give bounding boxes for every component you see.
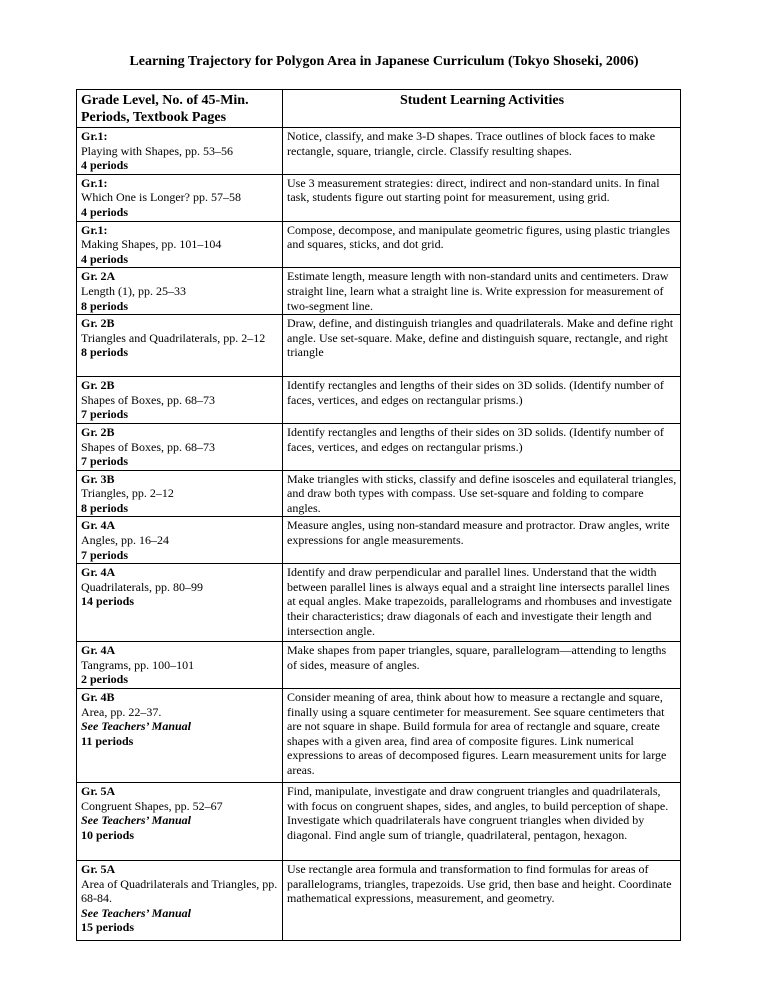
grade-cell	[77, 470, 283, 517]
unit-topic: Angles, pp. 16–24	[81, 533, 169, 548]
grade-label: Gr. 4A	[81, 643, 116, 658]
table-row	[77, 689, 681, 783]
activities-cell: Identify rectangles and lengths of their sides on 3D solids. (Identify number of faces, vertices, and edges on rectangular prisms.)	[283, 423, 681, 470]
table-row	[77, 517, 681, 564]
period-count: 8 periods	[81, 500, 129, 515]
activities-cell: Compose, decompose, and manipulate geometric figures, using plastic triangles and squares, sticks, and dot grid.	[283, 221, 681, 268]
grade-label: Gr. 4A	[81, 518, 116, 533]
table-row	[77, 423, 681, 470]
activities-cell: Use 3 measurement strategies: direct, indirect and non-standard units. In final task, students figure out starting point for measurement, using grid.	[283, 174, 681, 221]
activities-cell: Draw, define, and distinguish triangles and quadrilaterals. Make and define right angle. Use set-square. Make, define and distinguish square, rectangle, and right triangle	[283, 315, 681, 377]
grade-cell	[77, 517, 283, 564]
period-count: 14 periods	[81, 594, 135, 609]
grade-label: Gr. 3B	[81, 471, 115, 486]
activities-cell: Estimate length, measure length with non-standard units and centimeters. Draw straight line, learn what a straight line is. Write expression for measurement of two-segment line.	[283, 268, 681, 315]
grade-label: Gr.1:	[81, 175, 108, 190]
table-row	[77, 642, 681, 689]
grade-label: Gr. 2B	[81, 424, 115, 439]
grade-cell	[77, 174, 283, 221]
table-row	[77, 128, 681, 175]
period-count: 7 periods	[81, 407, 129, 422]
activities-cell: Identify rectangles and lengths of their sides on 3D solids. (Identify number of faces, vertices, and edges on rectangular prisms.)	[283, 377, 681, 424]
table-row	[77, 268, 681, 315]
grade-label: Gr. 2B	[81, 316, 115, 331]
grade-cell	[77, 689, 283, 783]
unit-topic: Tangrams, pp. 100–101	[81, 657, 195, 672]
grade-label: Gr. 5A	[81, 862, 116, 877]
activities-cell: Use rectangle area formula and transformation to find formulas for areas of parallelograms, triangles, trapezoids. Use grid, then base and height. Coordinate mathematical expressions, measurement, and geometry.	[283, 861, 681, 941]
activities-cell: Make triangles with sticks, classify and define isosceles and equilateral triangles, and draw both types with compass. Use set-square and folding to compare angles.	[283, 470, 681, 517]
unit-topic: Area, pp. 22–37.	[81, 704, 162, 719]
grade-cell	[77, 861, 283, 941]
unit-topic: Making Shapes, pp. 101–104	[81, 237, 222, 252]
period-count: 15 periods	[81, 920, 135, 935]
activities-cell: Find, manipulate, investigate and draw congruent triangles and quadrilaterals, with focus on congruent shapes, sides, and angles, to build perception of shape. Investigate which quadrilaterals have congruent triangles when divided by diagonal. Find angle sum of triangle, quadrilateral, pentagon, hexagon.	[283, 783, 681, 861]
unit-topic: Shapes of Boxes, pp. 68–73	[81, 439, 215, 454]
period-count: 4 periods	[81, 204, 129, 219]
unit-topic: Which One is Longer? pp. 57–58	[81, 190, 241, 205]
unit-topic: Quadrilaterals, pp. 80–99	[81, 579, 203, 594]
table-row	[77, 174, 681, 221]
table-row	[77, 377, 681, 424]
unit-topic: Triangles, pp. 2–12	[81, 486, 174, 501]
grade-cell	[77, 377, 283, 424]
grade-label: Gr. 2B	[81, 378, 115, 393]
header-activities: Student Learning Activities	[283, 90, 681, 128]
period-count: 8 periods	[81, 345, 129, 360]
period-count: 7 periods	[81, 547, 129, 562]
grade-cell	[77, 783, 283, 861]
table-row	[77, 315, 681, 377]
period-count: 4 periods	[81, 158, 129, 173]
unit-topic: Playing with Shapes, pp. 53–56	[81, 143, 233, 158]
period-count: 11 periods	[81, 733, 134, 748]
grade-cell	[77, 642, 283, 689]
activities-cell: Notice, classify, and make 3-D shapes. Trace outlines of block faces to make rectangle, square, triangle, circle. Classify resulting shapes.	[283, 128, 681, 175]
table-header-row	[77, 90, 681, 128]
table-row	[77, 783, 681, 861]
activities-cell: Identify and draw perpendicular and parallel lines. Understand that the width between parallel lines is always equal and a straight line intersects parallel lines at equal angles. Make trapezoids, parallelograms and rhombuses and investigate their characteristics; draw diagonals of each and investigate their length and intersection angle.	[283, 564, 681, 642]
unit-topic: Congruent Shapes, pp. 52–67	[81, 798, 223, 813]
unit-topic: Length (1), pp. 25–33	[81, 283, 186, 298]
grade-cell	[77, 221, 283, 268]
table-row	[77, 564, 681, 642]
grade-cell	[77, 128, 283, 175]
grade-label: Gr. 4B	[81, 690, 115, 705]
learning-trajectory-table	[76, 89, 681, 941]
activities-cell: Measure angles, using non-standard measure and protractor. Draw angles, write expressions for angle measurements.	[283, 517, 681, 564]
table-body	[77, 128, 681, 941]
grade-label: Gr. 2A	[81, 269, 116, 284]
grade-cell	[77, 564, 283, 642]
activities-cell: Make shapes from paper triangles, square, parallelogram—attending to lengths of sides, measure of angles.	[283, 642, 681, 689]
header-grade-level: Grade Level, No. of 45-Min. Periods, Textbook Pages	[77, 90, 283, 128]
activities-cell: Consider meaning of area, think about how to measure a rectangle and square, finally using a square centimeter for measurement. See square centimeters that are not square in shape. Build formula for area of rectangle and square, create shapes with a given area, find area of composite figures. Link numerical expressions to areas of decomposed figures. Learn measurement units for large areas.	[283, 689, 681, 783]
grade-label: Gr. 5A	[81, 784, 116, 799]
grade-label: Gr. 4A	[81, 565, 116, 580]
period-count: 4 periods	[81, 251, 129, 266]
period-count: 7 periods	[81, 454, 129, 469]
table-row	[77, 221, 681, 268]
grade-label: Gr.1:	[81, 129, 108, 143]
period-count: 8 periods	[81, 298, 129, 313]
table-row	[77, 470, 681, 517]
teachers-manual-note: See Teachers’ Manual	[81, 905, 192, 920]
unit-topic: Triangles and Quadrilaterals, pp. 2–12	[81, 330, 266, 345]
grade-cell	[77, 268, 283, 315]
grade-label: Gr.1:	[81, 222, 108, 237]
unit-topic: Area of Quadrilaterals and Triangles, pp. 68-84.	[81, 876, 278, 906]
document-title: Learning Trajectory for Polygon Area in Japanese Curriculum (Tokyo Shoseki, 2006)	[129, 54, 639, 69]
teachers-manual-note: See Teachers’ Manual	[81, 719, 192, 734]
teachers-manual-note: See Teachers’ Manual	[81, 813, 192, 828]
period-count: 2 periods	[81, 672, 129, 687]
period-count: 10 periods	[81, 827, 135, 842]
grade-cell	[77, 423, 283, 470]
grade-cell	[77, 315, 283, 377]
table-row	[77, 861, 681, 941]
unit-topic: Shapes of Boxes, pp. 68–73	[81, 392, 215, 407]
